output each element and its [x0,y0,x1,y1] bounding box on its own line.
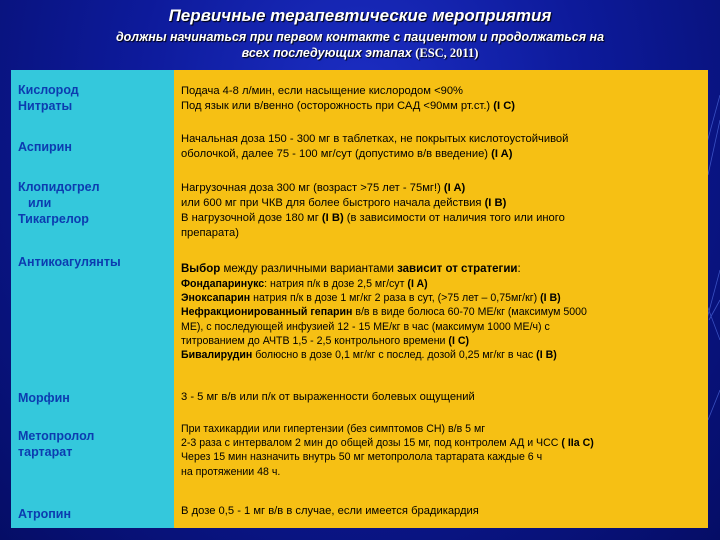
evidence-class: ( IIa C) [561,437,594,450]
drug-name: тартарат [18,445,73,459]
evidence-class: (I A) [491,148,513,160]
text-line [181,450,703,464]
text-line: При тахикардии или гипертензии (без симптомов СН) в/в 5 мг [181,423,486,435]
text-line [181,99,703,114]
text-fragment: титрованием до АЧТВ 1,5 - 2,5 контрольного времени [181,334,446,347]
text-line [181,261,703,277]
text-fragment: Нагрузочная доза 300 мг (возраст >75 лет - 75мг!) [181,182,441,194]
text-line [181,196,703,211]
drug-name: Клопидогрел [18,180,100,194]
text-line: препарата) [181,227,239,239]
text-fragment: Через 15 мин назначить внутрь 50 мг метопролола тартарата каждые 6 ч [181,451,543,464]
text-fragment: оболочкой, далее 75 - 100 мг/сут (допустимо в/в введение) [181,148,489,160]
text-line [181,277,703,291]
text-fragment: Выбор [181,263,221,275]
text-fragment: или 600 мг при ЧКВ для более быстрого начала действия [181,197,482,209]
drug-label-anticoagulants [18,254,168,270]
drug-name: Антикоагулянты [18,255,121,269]
evidence-class: (I B) [536,349,557,362]
drug-label-oxygen-nitrates [18,82,168,114]
text-line [181,211,703,226]
slide-title: Первичные терапевтические мероприятия [168,6,552,25]
text-line [181,147,703,162]
evidence-class: (I C) [493,100,516,112]
row-text-anticoagulants [181,261,703,362]
text-fragment: зависит от стратегии [397,263,518,275]
drug-name: Морфин [18,391,70,405]
subtitle-line-2-text: всех последующих этапах [241,46,412,60]
evidence-class: (I B) [484,197,507,209]
row-text-morphine [181,390,703,405]
text-line [181,291,703,305]
row-text-clopidogrel-ticagrelor [181,181,703,241]
drug-name: Нитраты [18,99,73,113]
text-line [181,181,703,196]
drug-name: Аспирин [18,140,72,154]
text-fragment: натрия п/к в дозе 1 мг/кг 2 раза в сут, (>75 лет – 0,75мг/кг) [253,292,538,305]
text-fragment: болюсно в дозе 0,1 мг/кг с послед. дозой 0,25 мг/кг в час [255,349,534,362]
text-fragment: В нагрузочной дозе 180 мг [181,212,319,224]
text-line [181,436,703,450]
text-fragment: : [517,263,521,275]
text-line [181,305,703,319]
text-fragment: : натрия п/к в дозе 2,5 мг/сут [264,278,405,290]
text-fragment: (в зависимости от наличия того или иного [346,212,565,224]
drug-subname: Бивалирудин [181,349,253,362]
text-line: МЕ), с последующей инфузией 12 - 15 МЕ/кг в час (максимум 1000 МЕ/ч) с [181,320,550,333]
text-line [181,348,703,362]
row-text-metoprolol [181,422,703,479]
drug-name: Атропин [18,507,72,521]
text-fragment: между различными вариантами [223,263,394,275]
evidence-class: (I C) [448,334,470,347]
drug-label-atropine [18,506,168,522]
text-line [181,334,703,348]
text-line: В дозе 0,5 - 1 мг в/в в случае, если имеется брадикардия [181,505,479,517]
subtitle-reference: (ESC, 2011) [415,46,479,60]
text-line: 3 - 5 мг в/в или п/к от выраженности болевых ощущений [181,391,475,403]
evidence-class: (I A) [443,182,466,194]
drug-subname: Фондапаринукс [181,278,265,290]
row-text-oxygen-nitrates [181,84,703,114]
text-line: на протяжении 48 ч. [181,465,281,478]
drug-label-clopidogrel-ticagrelor [18,179,168,227]
text-fragment: 2-3 раза с интервалом 2 мин до общей дозы 15 мг, под контролем АД и ЧСС [181,437,559,450]
row-text-atropine [181,504,703,519]
evidence-class: (I B) [540,292,561,305]
drug-name: Метопролол [18,429,95,443]
drug-name: или [28,196,52,210]
drug-label-aspirin [18,139,168,155]
drug-subname: Нефракционированный гепарин [181,306,353,319]
text-fragment: Под язык или в/венно (осторожность при САД <90мм рт.ст.) [181,100,491,112]
text-line: Начальная доза 150 - 300 мг в таблетках, не покрытых кислотоустойчивой [181,133,569,145]
therapy-table [11,70,708,528]
drug-subname: Эноксапарин [181,292,251,305]
drug-label-metoprolol [18,428,168,460]
row-text-aspirin [181,132,703,162]
subtitle-line-1: должны начинаться при первом контакте с пациентом и продолжаться на [115,30,605,44]
evidence-class: (I A) [407,278,428,290]
evidence-class: (I B) [321,212,344,224]
drug-name: Тикагрелор [18,212,89,226]
drug-label-morphine [18,390,168,406]
drug-name: Кислород [18,83,79,97]
text-fragment: в/в в виде болюса 60-70 МЕ/кг (максимум 5000 [355,306,587,319]
slide-subtitle [40,29,680,61]
text-line: Подача 4-8 л/мин, если насыщение кислородом <90% [181,85,464,97]
subtitle-line-2 [40,45,680,61]
